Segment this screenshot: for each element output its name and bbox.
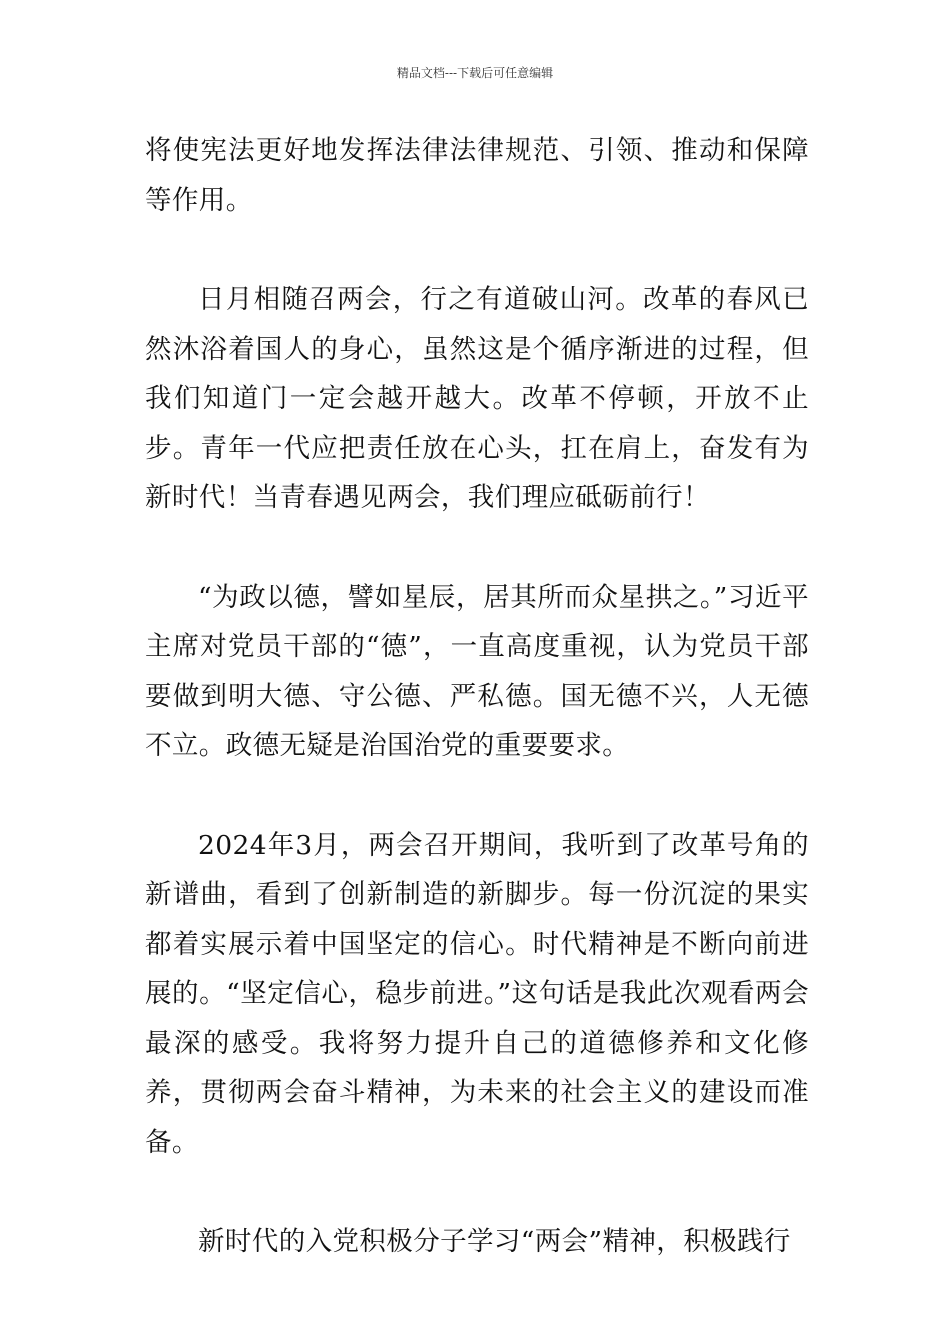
paragraph-2: 日月相随召两会，行之有道破山河。改革的春风已然沐浴着国人的身心，虽然这是个循序渐进的过程，但我们知道门一定会越开越大。改革不停顿，开放不止步。青年一代应把责任放在心头，扛在肩上，奋发有为新时代！当青春遇见两会，我们理应砥砺前行！ bbox=[145, 284, 809, 513]
paragraph-spacer bbox=[145, 771, 809, 821]
paragraph-4: 2024年3月，两会召开期间，我听到了改革号角的新谱曲，看到了创新制造的新脚步。每一份沉淀的果实都着实展示着中国坚定的信心。时代精神是不断向前进展的。“坚定信心，稳步前进。”这句话是我此次观看两会最深的感受。我将努力提升自己的道德修养和文化修养，贯彻两会奋斗精神，为未来的社会主义的建设而准备。 bbox=[145, 829, 809, 1158]
paragraph-spacer bbox=[145, 523, 809, 573]
paragraph-5: 新时代的入党积极分子学习“两会”精神，积极践行 bbox=[198, 1226, 791, 1257]
paragraph-spacer bbox=[145, 1167, 809, 1217]
paragraph-3: “为政以德，譬如星辰，居其所而众星拱之。”习近平主席对党员干部的“德”，一直高度重视，认为党员干部要做到明大德、守公德、严私德。国无德不兴，人无德不立。政德无疑是治国治党的重要要求。 bbox=[145, 581, 809, 761]
page-header: 精品文档---下载后可任意编辑 bbox=[396, 66, 554, 80]
paragraph-spacer bbox=[145, 225, 809, 275]
document-body bbox=[145, 126, 809, 1267]
paragraph-1: 将使宪法更好地发挥法律法律规范、引领、推动和保障等作用。 bbox=[145, 135, 809, 216]
